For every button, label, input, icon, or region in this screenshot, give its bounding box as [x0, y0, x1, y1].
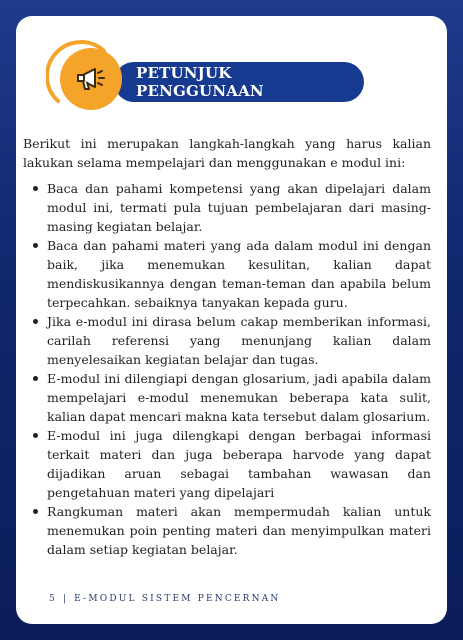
bullet-icon	[33, 509, 38, 514]
bullet-icon	[33, 319, 38, 324]
list-item-text: Rangkuman materi akan mempermudah kalian untuk menemukan poin penting materi dan menyimpulkan materi dalam setiap kegiatan belajar.	[47, 504, 431, 557]
list-item-text: Jika e-modul ini dirasa belum cakap memberikan informasi, carilah referensi yang menunjang kalian dalam menyelesaikan kegiatan belajar dan tugas.	[47, 314, 431, 367]
list-item	[16, 369, 431, 426]
footer-separator: |	[62, 594, 69, 604]
list-item	[16, 236, 431, 312]
header-icon-badge	[60, 48, 122, 110]
list-item	[16, 312, 431, 369]
module-title: E-MODUL SISTEM PENCERNAN	[74, 594, 281, 604]
megaphone-icon	[71, 59, 111, 99]
bullet-icon	[33, 186, 38, 191]
bullet-icon	[33, 433, 38, 438]
section-title: PETUNJUK PENGGUNAAN	[136, 64, 264, 100]
list-item	[16, 426, 431, 502]
list-item-text: Baca dan pahami materi yang ada dalam modul ini dengan baik, jika menemukan kesulitan, kalian dapat mendiskusikannya dengan teman-teman dan apabila belum terpecahkan. sebaiknya tanyakan kepada guru.	[47, 238, 431, 310]
list-item	[16, 179, 431, 236]
list-item	[16, 502, 431, 559]
bullet-icon	[33, 243, 38, 248]
page-footer	[49, 594, 281, 604]
instruction-list	[16, 179, 431, 559]
list-item-text: Baca dan pahami kompetensi yang akan dipelajari dalam modul ini, termati pula tujuan pembelajaran dari masing-masing kegiatan belajar.	[47, 181, 431, 234]
list-item-text: E-modul ini juga dilengkapi dengan berbagai informasi terkait materi dan juga beberapa harvode yang dapat dijadikan aruan sebagai tambahan wawasan dan pengetahuan materi yang dipelajari	[47, 428, 431, 500]
page-number: 5	[49, 594, 57, 604]
list-item-text: E-modul ini dilengiapi dengan glosarium, jadi apabila dalam mempelajari e-modul menemukan beberapa kata sulit, kalian dapat mencari makna kata tersebut dalam glosarium.	[47, 371, 431, 424]
intro-paragraph: Berikut ini merupakan langkah-langkah yang harus kalian lakukan selama mempelajari dan menggunakan e modul ini:	[23, 135, 431, 170]
page-card	[16, 16, 447, 624]
bullet-icon	[33, 376, 38, 381]
section-title-banner	[114, 62, 364, 102]
